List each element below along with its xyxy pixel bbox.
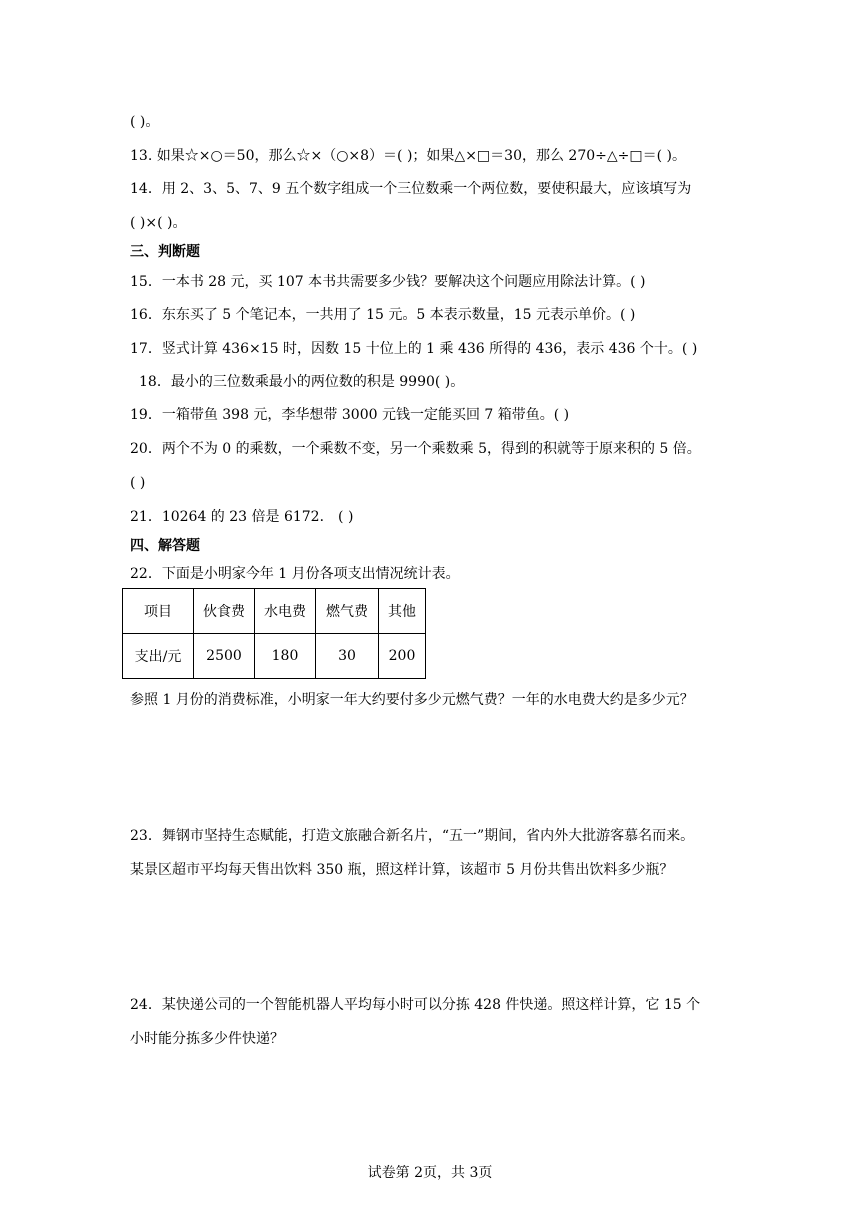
section-judgement-heading: 三、判断题 [130,244,200,260]
question-14-line1: 14．用 2、3、5、7、9 五个数字组成一个三位数乘一个两位数，要使积最大，应该填写为 [130,181,692,197]
table-cell: 其他 [379,589,426,634]
table-cell: 2500 [194,634,255,679]
table-row [123,634,426,679]
table-cell: 180 [255,634,316,679]
question-13: 13. 如果☆×○＝50，那么☆×（○×8）＝( )；如果△×□＝30，那么 270÷△÷□＝( )。 [130,148,686,164]
table-header-row [123,589,426,634]
table-cell: 水电费 [255,589,316,634]
question-23-line1: 23．舞钢市坚持生态赋能，打造文旅融合新名片，“五一”期间，省内外大批游客慕名而来。 [130,828,695,844]
question-19: 19．一箱带鱼 398 元，李华想带 3000 元钱一定能买回 7 箱带鱼。( ) [130,407,570,423]
question-16: 16．东东买了 5 个笔记本，一共用了 15 元。5 本表示数量，15 元表示单价。( ) [130,307,636,323]
question-20-line1: 20．两个不为 0 的乘数，一个乘数不变，另一个乘数乘 5，得到的积就等于原来积的 5 倍。 [130,441,701,457]
expense-table [122,588,426,679]
question-22: 22．下面是小明家今年 1 月份各项支出情况统计表。 [130,566,460,582]
question-24-line1: 24．某快递公司的一个智能机器人平均每小时可以分拣 428 件快递。照这样计算，它 15 个 [130,997,701,1013]
question-15: 15．一本书 28 元，买 107 本书共需要多少钱？要解决这个问题应用除法计算。( ) [130,274,646,290]
question-21: 21．10264 的 23 倍是 6172． ( ) [130,509,354,525]
table-cell: 燃气费 [316,589,379,634]
question-20-line2: ( ) [130,475,146,491]
page-footer: 试卷第 2页，共 3页 [367,1165,493,1181]
question-14-line2: ( )×( )。 [130,215,187,231]
question-23-line2: 某景区超市平均每天售出饮料 350 瓶，照这样计算，该超市 5 月份共售出饮料多少瓶？ [130,862,674,878]
table-cell: 30 [316,634,379,679]
answer-blank-line: ( )。 [130,114,160,130]
table-cell: 支出/元 [123,634,194,679]
question-17: 17．竖式计算 436×15 时，因数 15 十位上的 1 乘 436 所得的 436，表示 436 个十。( ) [130,341,698,357]
table-cell: 伙食费 [194,589,255,634]
table-cell: 200 [379,634,426,679]
table-cell: 项目 [123,589,194,634]
question-22-prompt: 参照 1 月份的消费标准，小明家一年大约要付多少元燃气费？一年的水电费大约是多少元？ [130,692,694,708]
question-24-line2: 小时能分拣多少件快递？ [130,1031,284,1047]
question-18: 18．最小的三位数乘最小的两位数的积是 9990( )。 [139,374,465,390]
section-answer-heading: 四、解答题 [130,538,200,554]
